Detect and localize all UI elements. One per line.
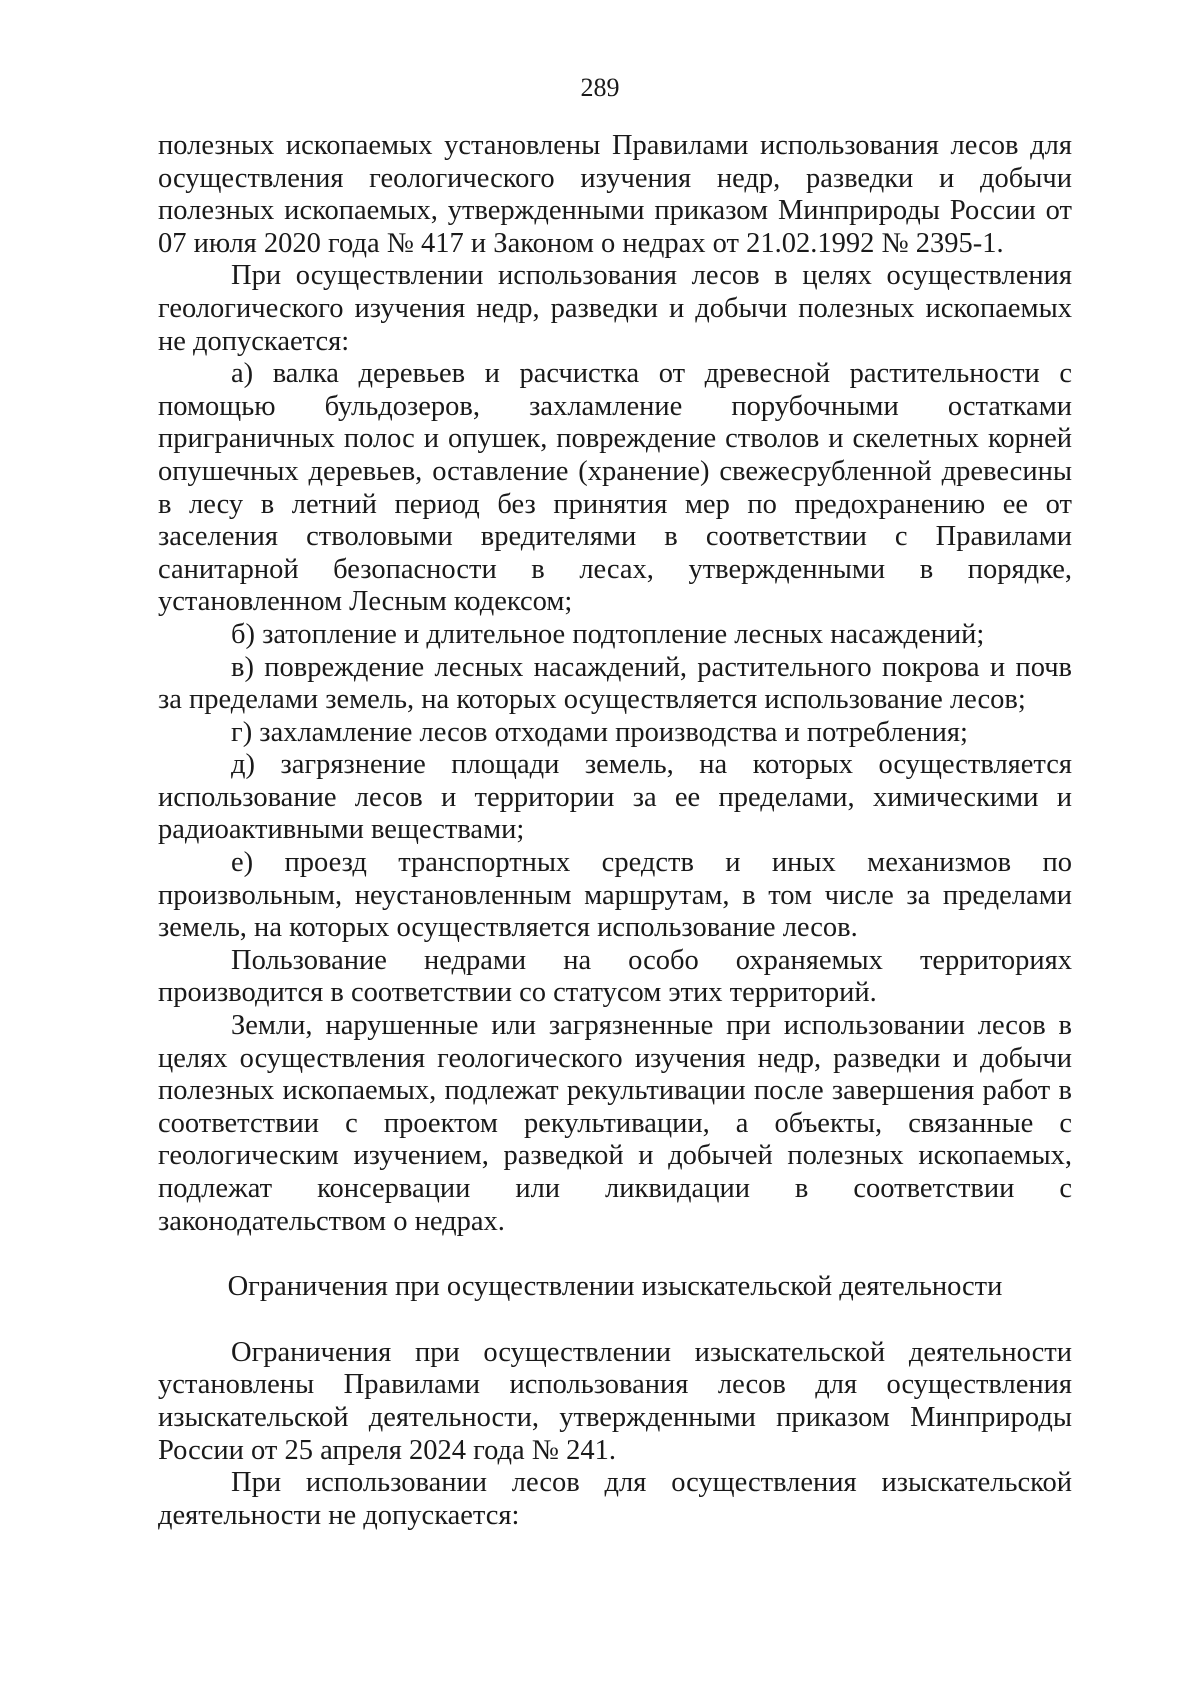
paragraph-survey-restrictions: Ограничения при осуществлении изыскательской деятельности установлены Правилами использования лесов для осуществления изыскательской деятельности, утвержденными приказом Минприроды России от 25 апреля 2024 года № 241. bbox=[158, 1336, 1072, 1466]
paragraph-reclamation: Земли, нарушенные или загрязненные при использовании лесов в целях осуществления геологического изучения недр, разведки и добычи полезных ископаемых, подлежат рекультивации после завершения работ в соответствии с проектом рекультивации, а объекты, связанные с геологическим изучением, разведкой и добычей полезных ископаемых, подлежат консервации или ликвидации в соответствии с законодательством о недрах. bbox=[158, 1010, 1072, 1237]
section-heading: Ограничения при осуществлении изыскательской деятельности bbox=[227, 1271, 1003, 1303]
paragraph-prohibitions-intro: При осуществлении использования лесов в целях осуществления геологического изучения недр, разведки и добычи полезных ископаемых не допускается: bbox=[158, 260, 1072, 357]
list-item-g: г) захламление лесов отходами производства и потребления; bbox=[231, 716, 968, 748]
list-item-v: в) повреждение лесных насаждений, растительного покрова и почв за пределами земель, на которых осуществляется использование лесов; bbox=[158, 651, 1072, 716]
list-item-e: е) проезд транспортных средств и иных механизмов по произвольным, неустановленным маршрутам, в том числе за пределами земель, на которых осуществляется использование лесов. bbox=[158, 847, 1072, 944]
page-number: 289 bbox=[580, 73, 620, 102]
document-body bbox=[158, 130, 1072, 1532]
list-item-d: д) загрязнение площади земель, на которых осуществляется использование лесов и территории за ее пределами, химическими и радиоактивными веществами; bbox=[158, 749, 1072, 846]
paragraph-continuation: полезных ископаемых установлены Правилами использования лесов для осуществления геологического изучения недр, разведки и добычи полезных ископаемых, утвержденными приказом Минприроды России от 07 июля 2020 года № 417 и Законом о недрах от 21.02.1992 № 2395-1. bbox=[158, 130, 1072, 259]
list-item-a: а) валка деревьев и расчистка от древесной растительности с помощью бульдозеров, захламление порубочными остатками приграничных полос и опушек, повреждение стволов и скелетных корней опушечных деревьев, оставление (хранение) свежесрубленной древесины в лесу в летний период без принятия мер по предохранению ее от заселения стволовыми вредителями в соответствии с Правилами санитарной безопасности в лесах, утвержденными в порядке, установленном Лесным кодексом; bbox=[158, 358, 1072, 618]
paragraph-survey-prohibitions: При использовании лесов для осуществления изыскательской деятельности не допускается: bbox=[158, 1467, 1072, 1531]
paragraph-subsoil-use: Пользование недрами на особо охраняемых территориях производится в соответствии со статусом этих территорий. bbox=[158, 944, 1072, 1009]
list-item-b: б) затопление и длительное подтопление лесных насаждений; bbox=[231, 618, 985, 650]
